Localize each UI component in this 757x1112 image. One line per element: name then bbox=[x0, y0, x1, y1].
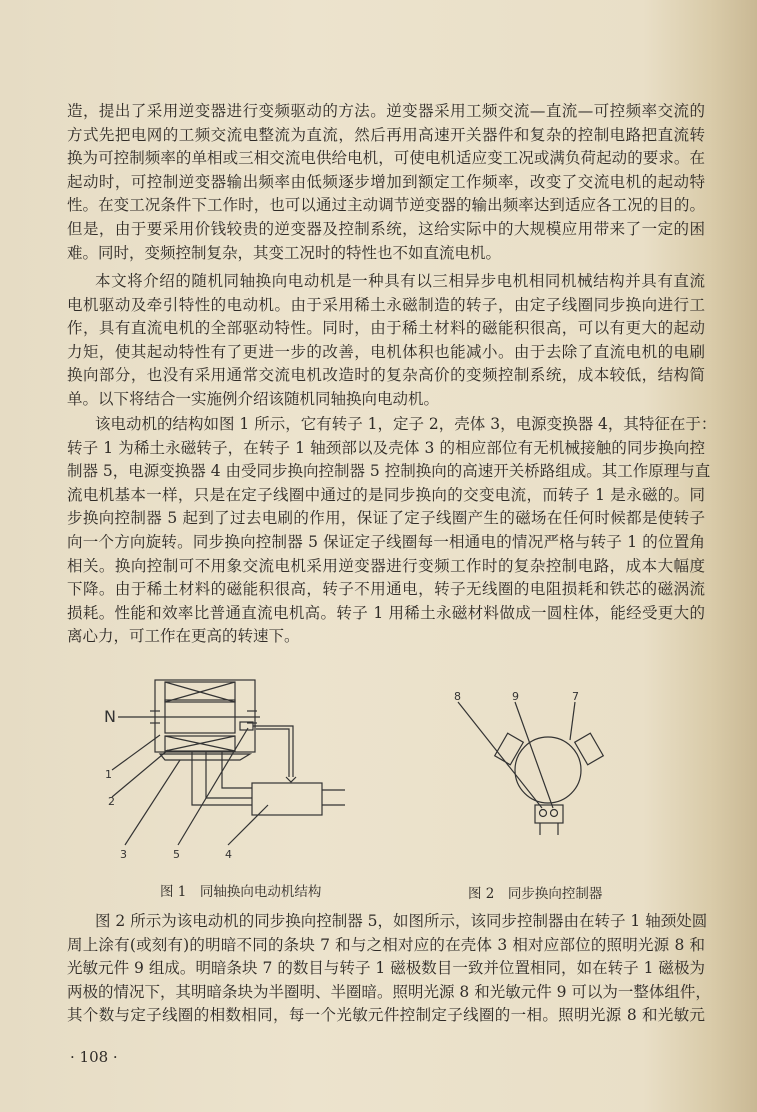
figure-1-motor-structure bbox=[100, 640, 400, 870]
text-line: 光敏元件 9 组成。明暗条块 7 的数目与转子 1 磁极数目一致并位置相同，如在转子 1 磁极为 bbox=[67, 959, 705, 978]
text-line: 作，具有直流电机的全部驱动特性。同时，由于稀土材料的磁能积很高，可以有更大的起动 bbox=[67, 319, 705, 338]
text-line: 起动时，可控制逆变器输出频率由低频逐步增加到额定工作频率，改变了交流电机的起动特 bbox=[67, 172, 705, 191]
figure-1-caption: 图 1 同轴换向电动机结构 bbox=[160, 884, 322, 900]
text-line: 离心力，可工作在更高的转速下。 bbox=[67, 627, 300, 646]
text-line: 相关。换向控制可不用象交流电机采用逆变器进行变频工作时的复杂控制电路，成本大幅度 bbox=[67, 556, 705, 575]
text-line: 本文将介绍的随机同轴换向电动机是一种具有以三相异步电机相同机械结构并具有直流 bbox=[95, 272, 705, 290]
text-line: 该电动机的结构如图 1 所示，它有转子 1，定子 2，壳体 3，电源变换器 4，其特征在于： bbox=[95, 415, 717, 433]
text-line: 损耗。性能和效率比普通直流电机高。转子 1 用稀土永磁材料做成一圆柱体，能经受更大的 bbox=[67, 603, 705, 622]
text-line: 但是，由于要采用价钱较贵的逆变器及控制系统，这给实际中的大规模应用带来了一定的困 bbox=[67, 220, 705, 238]
label-1: 1 bbox=[105, 768, 112, 781]
text-line: 换向部分，也没有采用通常交流电机改造时的复杂高价的变频控制系统，成本较低，结构简 bbox=[67, 366, 705, 385]
text-line: 造，提出了采用逆变器进行变频驱动的方法。逆变器采用工频交流—直流—可控频率交流的 bbox=[67, 102, 705, 120]
text-line: 单。以下将结合一实施例介绍该随机同轴换向电动机。 bbox=[67, 390, 440, 408]
text-line: 周上涂有(或刻有)的明暗不同的条块 7 和与之相对应的在壳体 3 相对应部位的照明光源 8 和 bbox=[67, 935, 705, 954]
label-3: 3 bbox=[120, 848, 127, 861]
text-line: 方式先把电网的工频交流电整流为直流，然后再用高速开关器件和复杂的控制电路把直流转 bbox=[67, 125, 705, 144]
text-line: 流电机基本一样，只是在定子线圈中通过的是同步换向的交变电流，而转子 1 是永磁的。同 bbox=[67, 485, 705, 504]
text-line: 其个数与定子线圈的相数相同，每一个光敏元件控制定子线圈的一相。照明光源 8 和光敏元 bbox=[67, 1006, 705, 1025]
label-2: 2 bbox=[108, 795, 115, 808]
figure-2-sync-controller bbox=[420, 650, 660, 870]
text-line: 制器 5，电源变换器 4 由受同步换向控制器 5 控制换向的高速开关桥路组成。其工作原理与直 bbox=[67, 462, 711, 481]
text-line: 下降。由于稀土材料的磁能积很高，转子不用通电，转子无线圈的电阻损耗和铁芯的磁涡流 bbox=[67, 580, 705, 599]
label-5: 5 bbox=[173, 848, 180, 861]
light-block-left bbox=[495, 733, 524, 765]
label-4: 4 bbox=[225, 848, 232, 861]
text-line: 难。同时，变频控制复杂，其变工况时的特性也不如直流电机。 bbox=[67, 243, 502, 262]
label-8: 8 bbox=[454, 690, 461, 703]
text-line: 电机驱动及牵引特性的电动机。由于采用稀土永磁制造的转子，由定子线圈同步换向进行工 bbox=[67, 295, 705, 314]
text-line: 步换向控制器 5 起到了过去电刷的作用，保证了定子线圈产生的磁场在任何时候都是使转子 bbox=[67, 509, 705, 528]
text-line: 转子 1 为稀土永磁转子，在转子 1 轴颈部以及壳体 3 的相应部位有无机械接触的同步换向控 bbox=[67, 438, 705, 457]
figure-2-caption: 图 2 同步换向控制器 bbox=[468, 886, 603, 902]
text-line: 力矩，使其起动特性有了更进一步的改善，电机体积也能减小。由于去除了直流电机的电刷 bbox=[67, 342, 705, 361]
label-9: 9 bbox=[512, 690, 519, 703]
label-7: 7 bbox=[572, 690, 579, 703]
label-n: N bbox=[104, 707, 116, 726]
text-line: 图 2 所示为该电动机的同步换向控制器 5，如图所示，该同步控制器由在转子 1 轴颈处圆 bbox=[95, 912, 708, 930]
text-line: 换为可控制频率的单相或三相交流电供给电机，可使电机适应变工况或满负荷起动的要求。在 bbox=[67, 149, 705, 168]
page-number: · 108 · bbox=[70, 1048, 118, 1066]
text-line: 性。在变工况条件下工作时，也可以通过主动调节逆变器的输出频率达到适应各工况的目的。 bbox=[67, 196, 705, 215]
text-line: 两极的情况下，其明暗条块为半圈明、半圈暗。照明光源 8 和光敏元件 9 可以为一整体组件， bbox=[67, 982, 711, 1001]
text-line: 向一个方向旋转。同步换向控制器 5 保证定子线圈每一相通电的情况严格与转子 1 的位置角 bbox=[67, 533, 705, 551]
